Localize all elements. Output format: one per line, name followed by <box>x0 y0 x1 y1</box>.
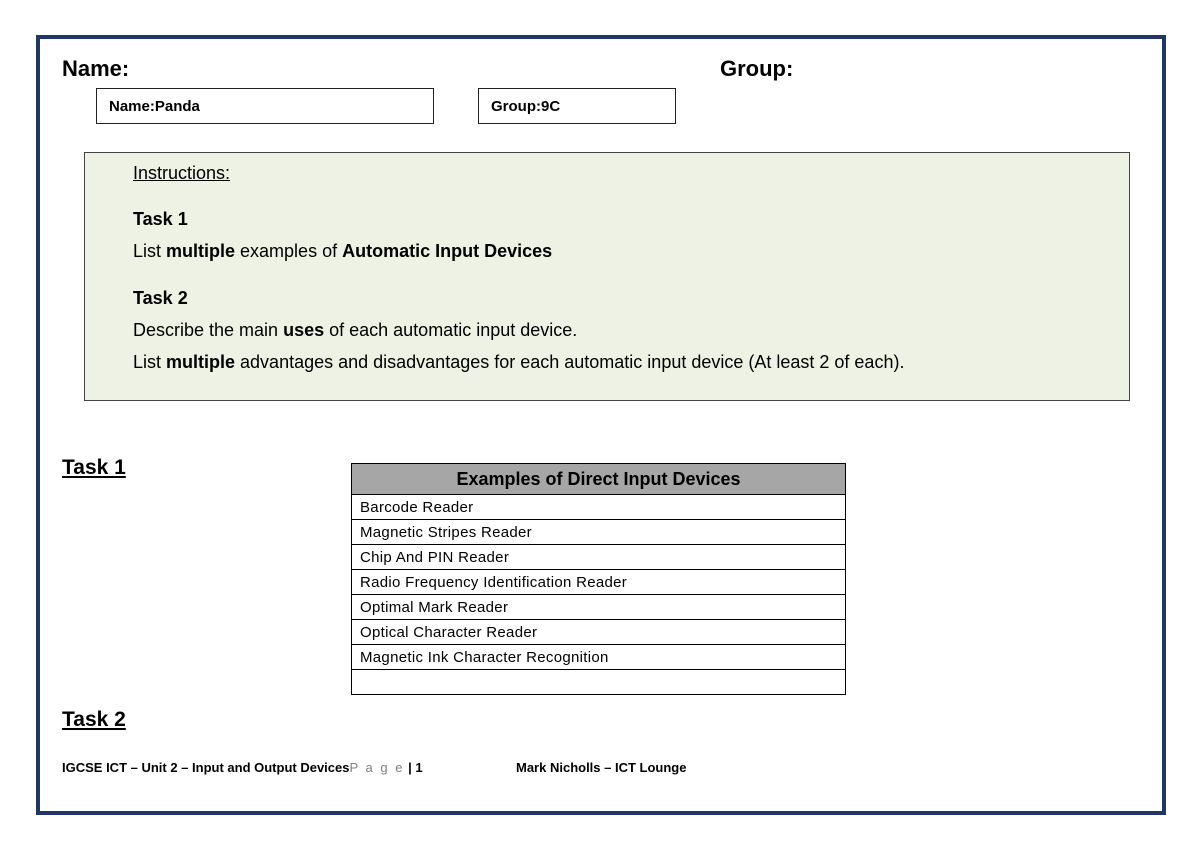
footer-page-number: 1 <box>415 760 423 775</box>
task2-title: Task 2 <box>133 288 188 308</box>
devices-table <box>351 463 846 695</box>
table-row-empty[interactable] <box>352 670 846 695</box>
task1-title: Task 1 <box>133 209 188 229</box>
instructions-heading: Instructions: <box>133 163 231 183</box>
table-row: Magnetic Stripes Reader <box>352 520 846 545</box>
task1-instruction: List multiple examples of Automatic Input Devices <box>133 241 553 261</box>
name-field[interactable]: Name:Panda <box>96 88 434 124</box>
group-field[interactable]: Group:9C <box>478 88 676 124</box>
group-label: Group: <box>720 56 794 81</box>
table-row: Optical Character Reader <box>352 620 846 645</box>
devices-table-header: Examples of Direct Input Devices <box>352 464 846 495</box>
task1-heading: Task 1 <box>62 456 126 479</box>
name-label: Name: <box>62 56 130 81</box>
footer-course: IGCSE ICT – Unit 2 – Input and Output DevicesP a g e | 1 <box>62 760 423 775</box>
task2-heading: Task 2 <box>62 708 126 731</box>
table-row: Radio Frequency Identification Reader <box>352 570 846 595</box>
table-row: Optimal Mark Reader <box>352 595 846 620</box>
footer-page-word: P a g e <box>349 760 405 775</box>
task2-instruction-2: List multiple advantages and disadvantages for each automatic input device (At least 2 of each). <box>133 352 905 372</box>
footer-author: Mark Nicholls – ICT Lounge <box>516 760 687 775</box>
instructions-box <box>84 152 1130 401</box>
task2-instruction-1: Describe the main uses of each automatic input device. <box>133 320 578 340</box>
table-row: Barcode Reader <box>352 495 846 520</box>
table-row: Magnetic Ink Character Recognition <box>352 645 846 670</box>
table-row: Chip And PIN Reader <box>352 545 846 570</box>
